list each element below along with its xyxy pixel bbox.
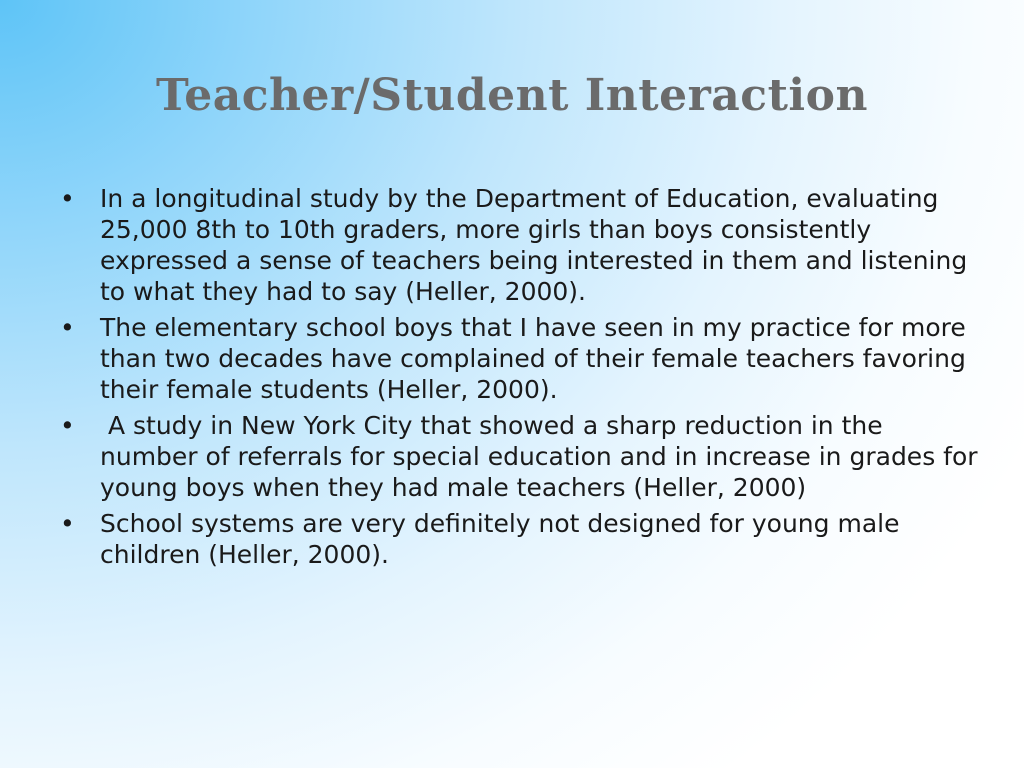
bullet-text: In a longitudinal study by the Department of Education, evaluating 25,000 8th to 10th graders, more girls than boys consistently expressed a sense of teachers being interested in them and listening to what they had to say (Heller, 2000). [100, 184, 968, 306]
bullet-item [58, 183, 978, 307]
bullet-item [58, 312, 978, 405]
bullet-item [58, 508, 978, 570]
bullet-item [58, 410, 978, 503]
bullet-marker: • [60, 184, 75, 213]
bullet-list [58, 183, 978, 575]
slide-title: Teacher/Student Interaction [156, 70, 868, 121]
bullet-marker: • [60, 411, 75, 440]
bullet-text: School systems are very definitely not designed for young male children (Heller, 2000). [100, 509, 900, 569]
bullet-marker: • [60, 313, 75, 342]
bullet-marker: • [60, 509, 75, 538]
bullet-text: A study in New York City that showed a sharp reduction in the number of referrals for special education and in increase in grades for young boys when they had male teachers (Heller, 2000) [100, 411, 978, 502]
bullet-text: The elementary school boys that I have seen in my practice for more than two decades have complained of their female teachers favoring their female students (Heller, 2000). [100, 313, 966, 404]
